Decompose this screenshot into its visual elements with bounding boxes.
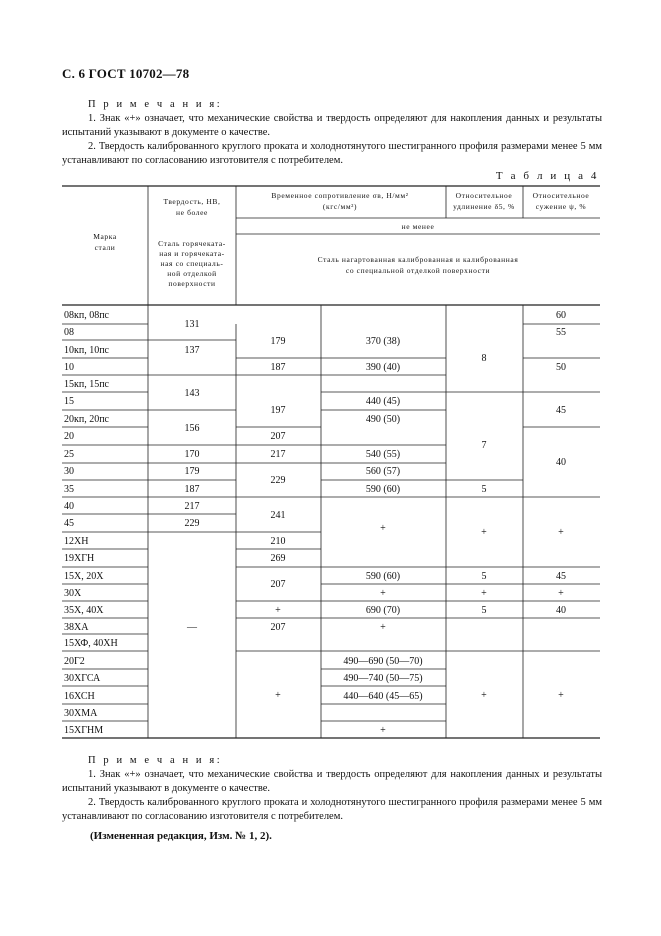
hardness-hot-value: 217 [184,501,200,512]
hardness-cal-value: 229 [270,475,286,486]
header-strength-2: (кгс/мм²) [322,202,358,211]
strength-value: 490—690 (50—70) [343,656,423,667]
contraction-value: 55 [556,327,566,338]
hardness-cal-value: 207 [270,622,286,633]
grade-label: 25 [64,449,74,460]
header-cal-1: Сталь нагартованная калиброванная и калиброванная [317,255,519,264]
contraction-value: 50 [556,362,566,373]
contraction-value: + [558,527,564,538]
header-grade-1: Марка [93,232,117,241]
contraction-value: + [558,588,564,599]
elongation-value: + [481,690,487,701]
note-2: 2. Твердость калиброванного круглого проката и холоднотянутого шестигранного профиля размерами менее 5 мм устанавливают по согласованию изготовителя с потребителем. [62,141,602,166]
page-header: С. 6 ГОСТ 10702—78 [62,66,190,81]
header-elong-2: удлинение δ5, % [453,202,515,211]
grade-label: 30ХГСА [64,673,101,684]
grade-label: 10 [64,362,74,373]
header-hardness-1: Твердость, НВ, [163,197,221,206]
grade-label: 10кп, 10пс [64,345,109,356]
note-2: 2. Твердость калиброванного круглого проката и холоднотянутого шестигранного профиля размерами менее 5 мм устанавливают по согласованию изготовителя с потребителем. [62,797,602,822]
hardness-cal-column [271,336,286,701]
grade-label: 15кп, 15пс [64,379,109,390]
header-grade-2: стали [94,243,116,252]
grade-label: 15ХГНМ [64,725,104,736]
contraction-value: 40 [556,457,566,468]
hardness-cal-value: 207 [270,431,286,442]
hardness-hot-value: 137 [184,345,200,356]
strength-value: 490 (50) [365,414,401,425]
strength-column [343,336,422,736]
header-contr-2: сужение ψ, % [535,202,587,211]
grade-label: 35Х, 40Х [64,605,104,616]
notes-title: П р и м е ч а н и я: [88,755,223,766]
header-hot-5: поверхности [168,279,216,288]
header-strength-1: Временное сопротивление σв, Н/мм² [271,191,409,200]
elongation-column [481,353,487,701]
header-min: не менее [401,222,435,231]
grade-label: 45 [64,518,74,529]
grade-column [64,310,118,736]
table-label: Т а б л и ц а 4 [495,170,599,182]
strength-value: + [380,588,386,599]
contraction-value: 60 [556,310,566,321]
grade-label: 30Х [64,588,82,599]
table-grid [62,186,600,738]
elongation-value: 7 [481,440,487,451]
header-cal-2: со специальной отделкой поверхности [345,266,491,275]
note-1: 1. Знак «+» означает, что механические свойства и твердость определяют для накопления данных и результаты испытаний указывают в документе о качестве. [62,769,602,794]
header-hot-1: Сталь горячеката- [158,239,226,248]
header-hot-2: ная и горячеката- [159,249,225,258]
hardness-hot-value: 179 [184,466,200,477]
hardness-hot-value: — [187,622,197,633]
elongation-value: 8 [481,353,487,364]
header-hardness-2: не более [176,208,208,217]
elongation-value: + [481,588,487,599]
hardness-hot-value: 229 [184,518,200,529]
grade-label: 35 [64,484,74,495]
strength-value: 560 (57) [365,466,401,477]
contraction-value: + [558,690,564,701]
hardness-cal-value: 179 [270,336,286,347]
header-hot-3: ная со специаль- [160,259,224,268]
grade-label: 16ХСН [64,691,95,702]
hardness-hot-value: 170 [184,449,200,460]
grade-label: 20кп, 20пс [64,414,109,425]
hardness-hot-value: 131 [184,319,200,330]
strength-value: 440 (45) [365,396,401,407]
hardness-hot-column [185,319,200,633]
hardness-hot-value: 156 [184,423,200,434]
contraction-value: 45 [556,405,566,416]
strength-value: 590 (60) [365,484,401,495]
hardness-cal-value: 187 [270,362,286,373]
grade-label: 38ХА [64,622,89,633]
strength-value: 540 (55) [365,449,401,460]
grade-label: 30ХМА [64,708,98,719]
hardness-cal-value: 210 [270,536,286,547]
grade-label: 15 [64,396,74,407]
elongation-value: 5 [481,571,487,582]
strength-value: + [380,725,386,736]
notes-title: П р и м е ч а н и я: [88,99,223,110]
note-1: 1. Знак «+» означает, что механические свойства и твердость определяют для накопления данных и результаты испытаний указывают в документе о качестве. [62,113,602,138]
hardness-cal-value: 207 [270,579,286,590]
hardness-hot-value: 143 [184,388,200,399]
strength-value: 390 (40) [365,362,401,373]
grade-label: 15Х, 20Х [64,571,104,582]
hardness-cal-value: 197 [270,405,286,416]
grade-label: 12ХН [64,536,89,547]
grade-label: 08кп, 08пс [64,310,109,321]
grade-label: 15ХФ, 40ХН [64,638,118,649]
grade-label: 08 [64,327,74,338]
strength-value: 590 (60) [365,571,401,582]
header-contr-1: Относительное [532,191,590,200]
strength-value: + [380,523,386,534]
hardness-cal-value: 241 [270,510,286,521]
hardness-hot-value: 187 [184,484,200,495]
grade-label: 20 [64,431,74,442]
hardness-cal-value: 217 [270,449,286,460]
hardness-cal-value: + [275,690,281,701]
strength-value: 440—640 (45—65) [343,691,423,702]
edition-note: (Измененная редакция, Изм. № 1, 2). [90,830,272,842]
header-elong-1: Относительное [455,191,513,200]
contraction-column [556,310,566,701]
contraction-value: 45 [556,571,566,582]
grade-label: 20Г2 [64,656,85,667]
header-hot-4: ной отделкой [167,269,217,278]
grade-label: 30 [64,466,74,477]
hardness-cal-value: + [275,605,281,616]
elongation-value: 5 [481,484,487,495]
strength-value: + [380,622,386,633]
strength-value: 690 (70) [365,605,401,616]
elongation-value: + [481,527,487,538]
grade-label: 40 [64,501,74,512]
strength-value: 370 (38) [365,336,401,347]
contraction-value: 40 [556,605,566,616]
grade-label: 19ХГН [64,553,95,564]
notes-bottom [62,754,602,824]
strength-value: 490—740 (50—75) [343,673,423,684]
hardness-cal-value: 269 [270,553,286,564]
elongation-value: 5 [481,605,487,616]
